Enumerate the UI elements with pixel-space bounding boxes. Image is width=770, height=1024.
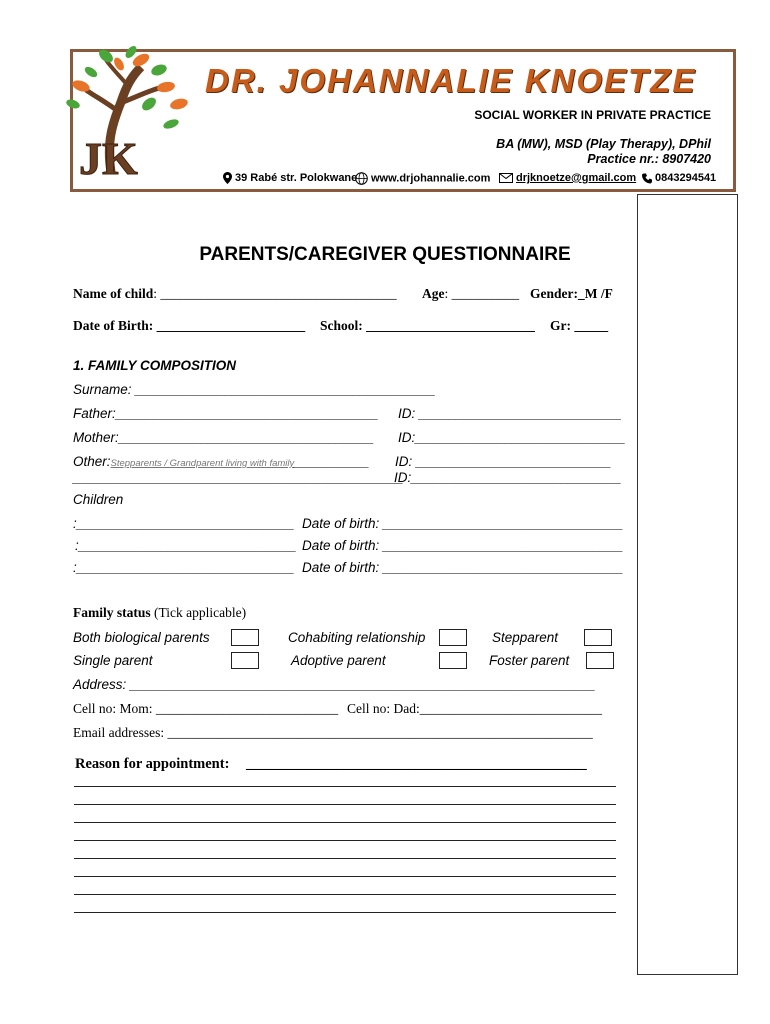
practice-number: Practice nr.: 8907420 <box>587 152 711 166</box>
practitioner-degrees: BA (MW), MSD (Play Therapy), DPhil <box>496 137 711 151</box>
option-foster-label: Foster parent <box>489 653 570 668</box>
option-cohabiting-label: Cohabiting relationship <box>288 630 426 645</box>
surname-field[interactable]: Surname: ________________________________________ <box>73 382 436 397</box>
child-name-label: Name of child <box>73 286 154 301</box>
option-single-parent-label: Single parent <box>73 653 153 668</box>
other-line-2[interactable]: ____________________________________________ <box>73 470 404 485</box>
reason-line-8[interactable] <box>74 912 616 913</box>
reason-label: Reason for appointment: <box>75 756 230 772</box>
father-field[interactable]: Father:___________________________________ <box>73 406 379 421</box>
logo-initials: JK <box>79 133 138 182</box>
address-field[interactable]: Address: ______________________________________________________________ <box>73 677 596 692</box>
contact-phone: 0843294541 <box>642 172 716 184</box>
globe-icon <box>355 172 368 185</box>
gender-field[interactable]: Gender:_M /F <box>530 286 613 301</box>
other-label: Other: <box>73 454 111 469</box>
child-3-name-field[interactable]: :_____________________________ <box>73 560 295 575</box>
child-2-dob-field[interactable]: Date of birth: ________________________________ <box>302 538 624 553</box>
children-label: Children <box>73 492 124 507</box>
office-use-box <box>637 194 738 975</box>
option-both-biological-label: Both biological parents <box>73 630 210 645</box>
page-title: PARENTS/CAREGIVER QUESTIONNAIRE <box>199 244 571 265</box>
option-adoptive-checkbox[interactable] <box>439 652 467 669</box>
child-1-name-field[interactable]: :_____________________________ <box>73 516 295 531</box>
school-field[interactable]: School: _________________________ <box>320 318 535 333</box>
option-single-parent-checkbox[interactable] <box>231 652 259 669</box>
mother-id-field[interactable]: ID:____________________________ <box>398 430 626 445</box>
option-both-biological-checkbox[interactable] <box>231 629 259 646</box>
reason-line-2[interactable] <box>74 804 616 805</box>
family-status-heading: Family status (Tick applicable) <box>73 605 247 620</box>
email-addresses-field[interactable]: Email addresses: _______________________________________________________________ <box>73 725 593 740</box>
reason-line-7[interactable] <box>74 894 616 895</box>
letterhead <box>70 49 736 192</box>
option-stepparent-checkbox[interactable] <box>584 629 612 646</box>
tree-logo-icon <box>51 42 201 182</box>
practitioner-name: DR. JOHANNALIE KNOETZE <box>205 62 697 99</box>
other-id-field-2[interactable]: ID:____________________________ <box>394 470 622 485</box>
practitioner-role: SOCIAL WORKER IN PRIVATE PRACTICE <box>474 108 711 122</box>
reason-blank[interactable]: _______________________________________________ <box>246 756 587 772</box>
other-field[interactable]: Other:Stepparents / Grandparent living with family__________ <box>73 454 370 469</box>
child-1-dob-field[interactable]: Date of birth: ________________________________ <box>302 516 624 531</box>
option-foster-checkbox[interactable] <box>586 652 614 669</box>
contact-address: 39 Rabé str. Polokwane <box>223 172 357 184</box>
contact-website: www.drjohannalie.com <box>355 172 490 185</box>
location-pin-icon <box>223 172 232 184</box>
option-cohabiting-checkbox[interactable] <box>439 629 467 646</box>
father-id-field[interactable]: ID: ___________________________ <box>398 406 622 421</box>
reason-line-3[interactable] <box>74 822 616 823</box>
option-stepparent-label: Stepparent <box>492 630 559 645</box>
reason-line-1[interactable] <box>74 786 616 787</box>
reason-line-5[interactable] <box>74 858 616 859</box>
section-family-composition-heading: 1. FAMILY COMPOSITION <box>73 358 237 373</box>
dob-field[interactable]: Date of Birth: ______________________ <box>73 318 306 333</box>
cell-mom-field[interactable]: Cell no: Mom: ___________________________ <box>73 701 339 716</box>
phone-icon <box>642 173 652 184</box>
child-3-dob-field[interactable]: Date of birth: ________________________________ <box>302 560 624 575</box>
envelope-icon <box>499 173 513 183</box>
mother-field[interactable]: Mother:__________________________________ <box>73 430 375 445</box>
cell-dad-field[interactable]: Cell no: Dad:___________________________ <box>347 701 602 716</box>
grade-field[interactable]: Gr: _____ <box>550 318 609 333</box>
reason-line-4[interactable] <box>74 840 616 841</box>
reason-line-6[interactable] <box>74 876 616 877</box>
contact-email: drjknoetze@gmail.com <box>499 172 636 184</box>
age-field[interactable]: : __________ <box>444 286 520 301</box>
child-name-row[interactable] <box>73 286 397 302</box>
option-adoptive-label: Adoptive parent <box>291 653 386 668</box>
other-id-field[interactable]: ID: __________________________ <box>395 454 612 469</box>
child-2-name-field[interactable]: :_____________________________ <box>75 538 297 553</box>
age-row[interactable] <box>422 286 519 302</box>
child-name-field[interactable]: : ___________________________________ <box>153 286 397 301</box>
age-label: Age <box>422 286 445 301</box>
other-hint: Stepparents / Grandparent living with family <box>110 458 295 469</box>
